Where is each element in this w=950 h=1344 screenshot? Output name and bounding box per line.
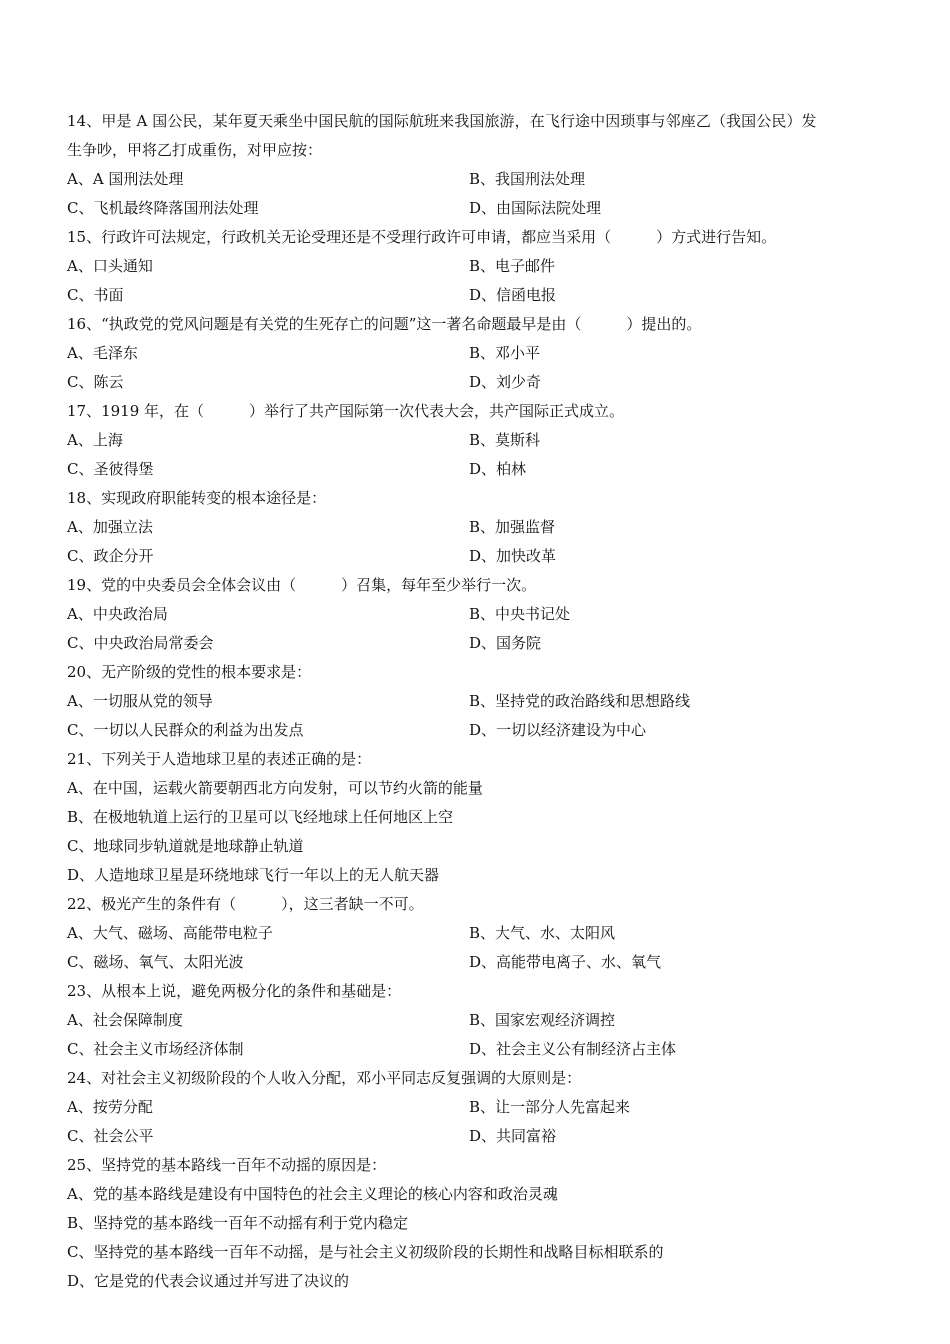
- question-stem: 16、“执政党的党风问题是有关党的生死存亡的问题”这一著名命题最早是由（ ）提出的。: [67, 315, 702, 333]
- options-row: [67, 513, 887, 542]
- question-stem: 20、无产阶级的党性的根本要求是：: [67, 663, 312, 681]
- options-row: [67, 339, 887, 368]
- question-25: [67, 1151, 887, 1296]
- option-b: B、莫斯科: [469, 431, 541, 449]
- option-a: A、上海: [67, 431, 123, 449]
- options-row: [67, 194, 887, 223]
- option-d: D、人造地球卫星是环绕地球飞行一年以上的无人航天器: [67, 866, 440, 884]
- options-row: [67, 1122, 887, 1151]
- options-row: [67, 165, 887, 194]
- question-stem-continued: 生争吵，甲将乙打成重伤，对甲应按：: [67, 141, 323, 159]
- option-c: C、磁场、氧气、太阳光波: [67, 953, 244, 971]
- options-row: [67, 368, 887, 397]
- option-c: C、社会主义市场经济体制: [67, 1040, 244, 1058]
- option-d: D、共同富裕: [469, 1127, 557, 1145]
- options-row: [67, 629, 887, 658]
- option-b: B、大气、水、太阳风: [469, 924, 616, 942]
- option-d: D、加快改革: [469, 547, 557, 565]
- option-c: C、一切以人民群众的利益为出发点: [67, 721, 304, 739]
- question-stem: 22、极光产生的条件有（ ），这三者缺一不可。: [67, 895, 424, 913]
- option-c: C、坚持党的基本路线一百年不动摇，是与社会主义初级阶段的长期性和战略目标相联系的: [67, 1243, 664, 1261]
- options-row: [67, 542, 887, 571]
- options-row: [67, 252, 887, 281]
- question-22: [67, 890, 887, 977]
- question-stem: 25、坚持党的基本路线一百年不动摇的原因是：: [67, 1156, 387, 1174]
- question-stem: 15、行政许可法规定，行政机关无论受理还是不受理行政许可申请，都应当采用（ ）方式进行告知。: [67, 228, 777, 246]
- option-a: A、社会保障制度: [67, 1011, 183, 1029]
- option-a: A、一切服从党的领导: [67, 692, 213, 710]
- options-row: [67, 281, 887, 310]
- option-b: B、我国刑法处理: [469, 170, 586, 188]
- options-row: [67, 687, 887, 716]
- options-row: [67, 426, 887, 455]
- question-14: [67, 107, 887, 223]
- options-row: [67, 716, 887, 745]
- option-d: D、国务院: [469, 634, 542, 652]
- option-d: D、柏林: [469, 460, 527, 478]
- question-stem: 24、对社会主义初级阶段的个人收入分配，邓小平同志反复强调的大原则是：: [67, 1069, 582, 1087]
- option-b: B、让一部分人先富起来: [469, 1098, 631, 1116]
- question-23: [67, 977, 887, 1064]
- option-d: D、一切以经济建设为中心: [469, 721, 647, 739]
- question-stem: 17、1919 年，在（ ）举行了共产国际第一次代表大会，共产国际正式成立。: [67, 402, 625, 420]
- options-row: [67, 600, 887, 629]
- option-a: A、A 国刑法处理: [67, 170, 184, 188]
- question-stem: 19、党的中央委员会全体会议由（ ）召集，每年至少举行一次。: [67, 576, 537, 594]
- option-a: A、党的基本路线是建设有中国特色的社会主义理论的核心内容和政治灵魂: [67, 1185, 558, 1203]
- option-c: C、社会公平: [67, 1127, 154, 1145]
- option-c: C、圣彼得堡: [67, 460, 154, 478]
- question-24: [67, 1064, 887, 1151]
- option-b: B、坚持党的基本路线一百年不动摇有利于党内稳定: [67, 1214, 409, 1232]
- option-a: A、在中国，运载火箭要朝西北方向发射，可以节约火箭的能量: [67, 779, 483, 797]
- option-d: D、高能带电离子、水、氧气: [469, 953, 662, 971]
- option-b: B、电子邮件: [469, 257, 556, 275]
- option-b: B、坚持党的政治路线和思想路线: [469, 692, 691, 710]
- option-b: B、国家宏观经济调控: [469, 1011, 616, 1029]
- question-16: [67, 310, 887, 397]
- option-b: B、在极地轨道上运行的卫星可以飞经地球上任何地区上空: [67, 808, 454, 826]
- option-b: B、中央书记处: [469, 605, 571, 623]
- options-row: [67, 948, 887, 977]
- question-15: [67, 223, 887, 310]
- question-17: [67, 397, 887, 484]
- option-d: D、由国际法院处理: [469, 199, 602, 217]
- option-d: D、信函电报: [469, 286, 557, 304]
- option-b: B、加强监督: [469, 518, 556, 536]
- option-c: C、书面: [67, 286, 124, 304]
- option-a: A、加强立法: [67, 518, 153, 536]
- option-a: A、中央政治局: [67, 605, 168, 623]
- question-stem: 21、下列关于人造地球卫星的表述正确的是：: [67, 750, 372, 768]
- question-19: [67, 571, 887, 658]
- option-c: C、政企分开: [67, 547, 154, 565]
- option-d: D、社会主义公有制经济占主体: [469, 1040, 677, 1058]
- options-row: [67, 1093, 887, 1122]
- options-row: [67, 919, 887, 948]
- question-stem: 18、实现政府职能转变的根本途径是：: [67, 489, 327, 507]
- option-b: B、邓小平: [469, 344, 541, 362]
- question-21: [67, 745, 887, 890]
- option-c: C、中央政治局常委会: [67, 634, 214, 652]
- options-row: [67, 1035, 887, 1064]
- option-c: C、飞机最终降落国刑法处理: [67, 199, 259, 217]
- question-20: [67, 658, 887, 745]
- option-a: A、毛泽东: [67, 344, 138, 362]
- option-d: D、它是党的代表会议通过并写进了决议的: [67, 1272, 350, 1290]
- option-a: A、大气、磁场、高能带电粒子: [67, 924, 273, 942]
- option-a: A、口头通知: [67, 257, 153, 275]
- option-a: A、按劳分配: [67, 1098, 153, 1116]
- options-row: [67, 455, 887, 484]
- option-d: D、刘少奇: [469, 373, 542, 391]
- question-stem: 23、从根本上说，避免两极分化的条件和基础是：: [67, 982, 402, 1000]
- question-stem: 14、甲是 A 国公民，某年夏天乘坐中国民航的国际航班来我国旅游，在飞行途中因琐事与邻座乙（我国公民）发: [67, 112, 817, 130]
- option-c: C、地球同步轨道就是地球静止轨道: [67, 837, 304, 855]
- question-18: [67, 484, 887, 571]
- option-c: C、陈云: [67, 373, 124, 391]
- exam-page: [67, 107, 887, 1296]
- options-row: [67, 1006, 887, 1035]
